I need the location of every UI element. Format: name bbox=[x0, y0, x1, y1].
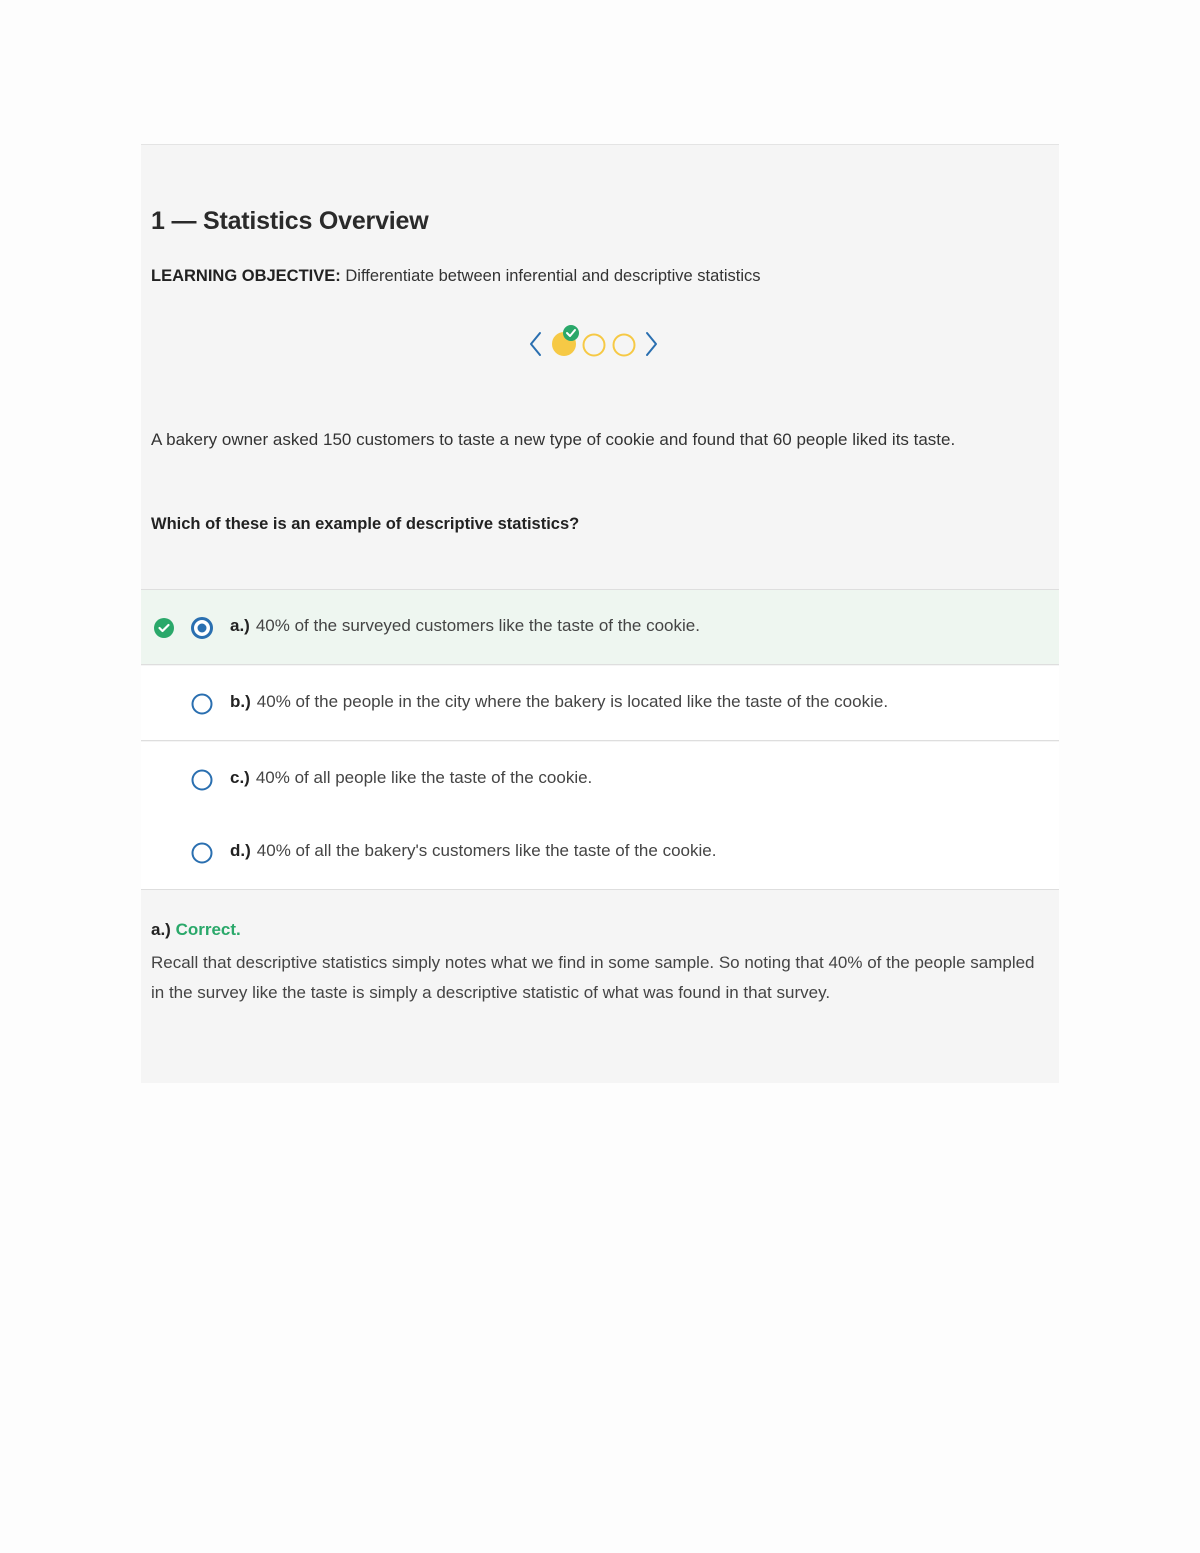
radio-empty-icon[interactable] bbox=[191, 693, 213, 720]
option-text bbox=[230, 692, 888, 712]
option-label: 40% of the surveyed customers like the taste of the cookie. bbox=[255, 616, 700, 635]
question-pager bbox=[526, 323, 661, 367]
objective-label: LEARNING OBJECTIVE: bbox=[151, 267, 341, 285]
pager-step-2[interactable] bbox=[584, 335, 605, 356]
chevron-left-icon[interactable] bbox=[531, 333, 540, 355]
option-label: 40% of the people in the city where the bakery is located like the taste of the cookie. bbox=[256, 692, 889, 711]
feedback-letter: a.) bbox=[151, 920, 171, 939]
radio-selected-icon[interactable] bbox=[191, 617, 213, 644]
feedback-explanation: Recall that descriptive statistics simply notes what we find in some sample. So noting that 40% of the people sampled in the survey like the taste is simply a descriptive statistic of what was found in that survey. bbox=[151, 953, 1035, 1002]
option-letter: d.) bbox=[230, 841, 251, 860]
option-text bbox=[230, 616, 700, 636]
radio-empty-icon[interactable] bbox=[191, 842, 213, 869]
chevron-right-icon[interactable] bbox=[647, 333, 656, 355]
page-title: 1 — Statistics Overview bbox=[151, 207, 429, 235]
answer-option-b[interactable] bbox=[141, 666, 1059, 741]
answer-option-a[interactable] bbox=[141, 590, 1059, 665]
feedback-verdict: Correct. bbox=[175, 920, 241, 939]
answer-option-d[interactable] bbox=[141, 815, 1059, 890]
option-letter: c.) bbox=[230, 768, 250, 787]
check-circle-icon bbox=[563, 325, 579, 341]
question-card bbox=[141, 144, 1059, 1082]
answer-feedback bbox=[141, 889, 1059, 1083]
answer-option-c[interactable] bbox=[141, 742, 1059, 817]
option-text bbox=[230, 768, 592, 788]
option-text bbox=[230, 841, 716, 861]
option-label: 40% of all people like the taste of the cookie. bbox=[255, 768, 593, 787]
option-letter: b.) bbox=[230, 692, 251, 711]
learning-objective bbox=[151, 267, 761, 286]
correct-check-icon bbox=[153, 617, 175, 644]
pager-step-3[interactable] bbox=[614, 335, 635, 356]
radio-empty-icon[interactable] bbox=[191, 769, 213, 796]
feedback-heading bbox=[151, 920, 241, 940]
question-header bbox=[141, 145, 1059, 590]
question-stem: A bakery owner asked 150 customers to taste a new type of cookie and found that 60 people liked its taste. bbox=[151, 430, 956, 449]
option-label: 40% of all the bakery's customers like the taste of the cookie. bbox=[256, 841, 717, 860]
question-prompt: Which of these is an example of descriptive statistics? bbox=[151, 515, 580, 533]
option-letter: a.) bbox=[230, 616, 250, 635]
objective-text: Differentiate between inferential and descriptive statistics bbox=[340, 267, 761, 285]
